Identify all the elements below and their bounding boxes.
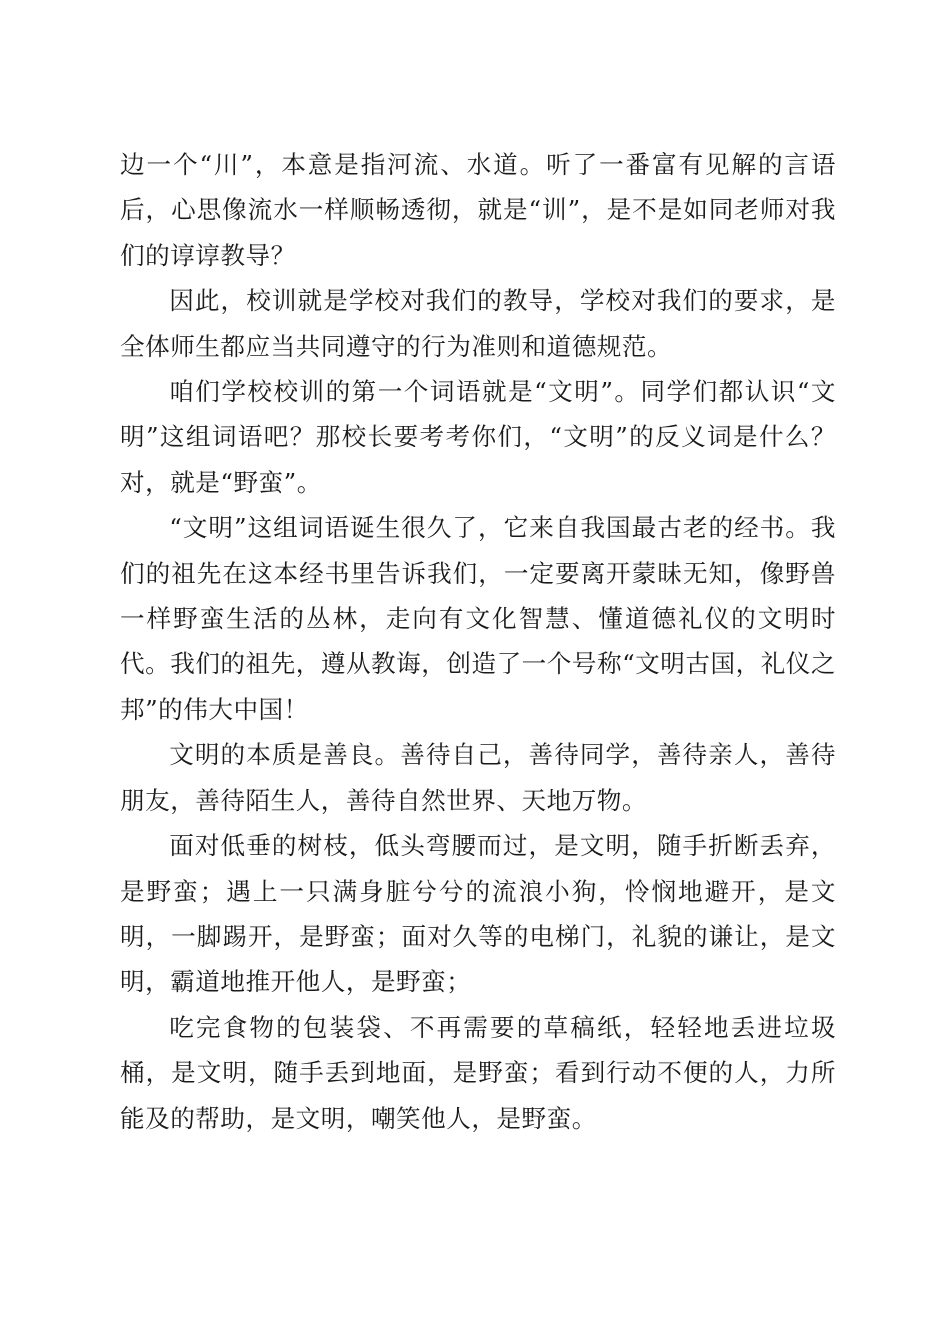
- paragraph: 吃完食物的包装袋、不再需要的草稿纸，轻轻地丢进垃圾桶，是文明，随手丢到地面，是野蛮；看到行动不便的人，力所能及的帮助，是文明，嘲笑他人，是野蛮。: [120, 1012, 836, 1133]
- paragraph: “文明”这组词语诞生很久了，它来自我国最古老的经书。我们的祖先在这本经书里告诉我们，一定要离开蒙昧无知，像野兽一样野蛮生活的丛林，走向有文化智慧、懂道德礼仪的文明时代。我们的祖先，遵从教诲，创造了一个号称“文明古国，礼仪之邦”的伟大中国！: [120, 513, 836, 724]
- paragraph: 面对低垂的树枝，低头弯腰而过，是文明，随手折断丢弃，是野蛮；遇上一只满身脏兮兮的流浪小狗，怜悯地避开，是文明，一脚踢开，是野蛮；面对久等的电梯门，礼貌的谦让，是文明，霸道地推开他人，是野蛮；: [120, 831, 836, 997]
- paragraph: 因此，校训就是学校对我们的教导，学校对我们的要求，是全体师生都应当共同遵守的行为准则和道德规范。: [120, 286, 836, 361]
- paragraph: 咱们学校校训的第一个词语就是“文明”。同学们都认识“文明”这组词语吧？那校长要考考你们，“文明”的反义词是什么？对，就是“野蛮”。: [120, 377, 836, 497]
- document-body: [120, 142, 836, 1141]
- paragraph: 文明的本质是善良。善待自己，善待同学，善待亲人，善待朋友，善待陌生人，善待自然世界、天地万物。: [120, 740, 836, 815]
- paragraph-continuation: 边一个“川”，本意是指河流、水道。听了一番富有见解的言语后，心思像流水一样顺畅透彻，就是“训”，是不是如同老师对我们的谆谆教导？: [120, 150, 836, 270]
